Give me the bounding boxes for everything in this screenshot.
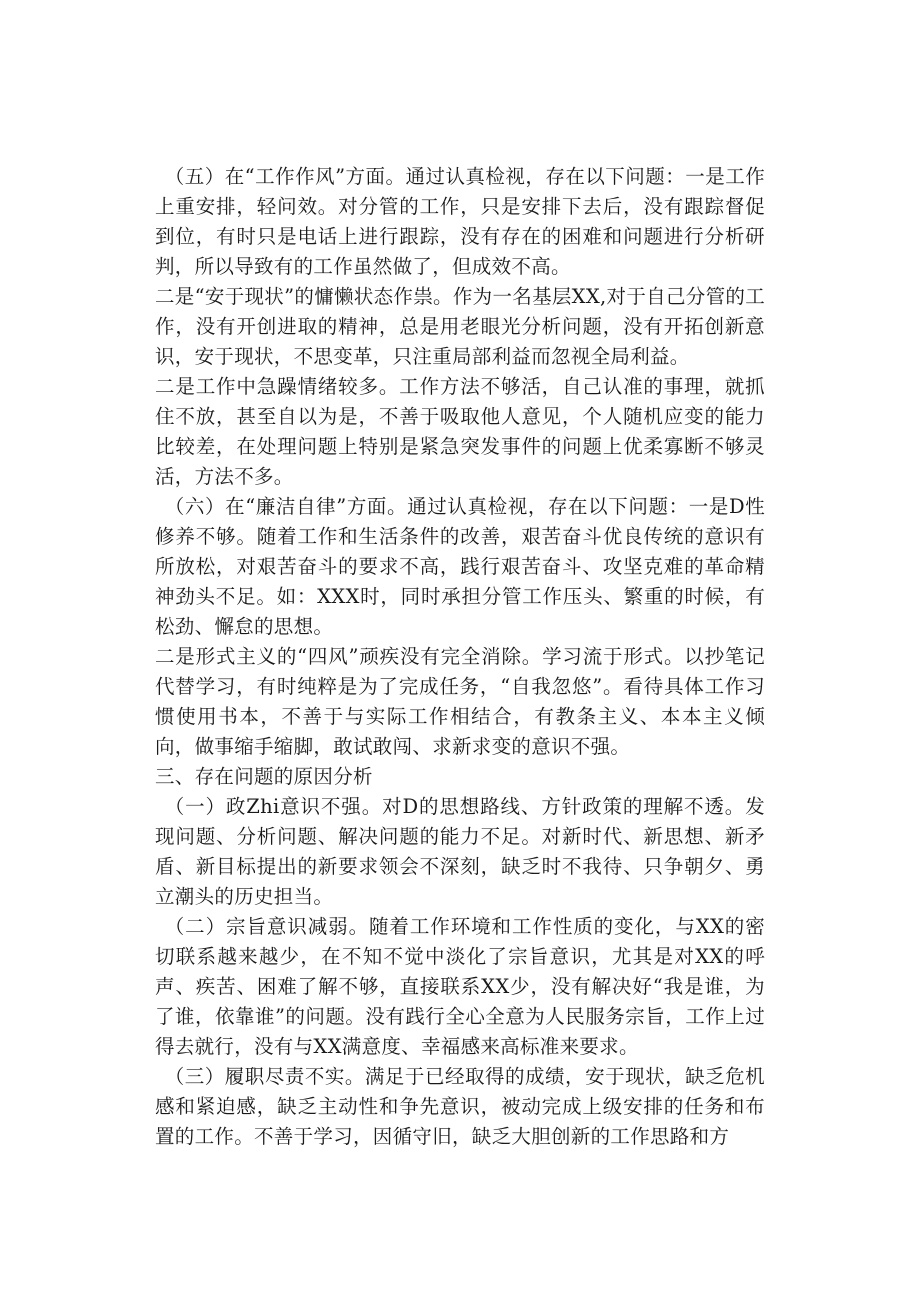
- paragraph-duty-performance: （三）履职尽责不实。满足于已经取得的成绩，安于现状，缺乏危机感和紧迫感，缺乏主动性和争先意识，被动完成上级安排的任务和布置的工作。不善于学习，因循守旧，缺乏大胆创新的工作思路和方: [155, 1065, 765, 1148]
- paragraph-formalism: 二是形式主义的“四风”顽疾没有完全消除。学习流于形式。以抄笔记代替学习，有时纯粹是为了完成任务，“自我忽悠”。看待具体工作习惯使用书本，不善于与实际工作相结合，有教条主义、本本主义倾向，做事缩手缩脚，敢试敢闯、求新求变的意识不强。: [155, 645, 765, 758]
- paragraph-purpose-awareness: （二）宗旨意识减弱。随着工作环境和工作性质的变化，与XX的密切联系越来越少，在不知不觉中淡化了宗旨意识，尤其是对XX的呼声、疾苦、困难了解不够，直接联系XX少，没有解决好“我是谁，为了谁，依靠谁”的问题。没有践行全心全意为人民服务宗旨，工作上过得去就行，没有与XX满意度、幸福感来高标准来要求。: [155, 915, 765, 1058]
- document-body: [155, 162, 765, 1152]
- paragraph-integrity: （六）在“廉洁自律”方面。通过认真检视，存在以下问题：一是D性修养不够。随着工作和生活条件的改善，艰苦奋斗优良传统的意识有所放松，对艰苦奋斗的要求不高，践行艰苦奋斗、攻坚克难的革命精神劲头不足。如：XXX时，同时承担分管工作压头、繁重的时候，有松劲、懈怠的思想。: [155, 495, 765, 638]
- paragraph-impatience: 二是工作中急躁情绪较多。工作方法不够活，自己认准的事理，就抓住不放，甚至自以为是，不善于吸取他人意见，个人随机应变的能力比较差，在处理问题上特别是紧急突发事件的问题上优柔寡断不够灵活，方法不多。: [155, 375, 765, 488]
- paragraph-work-style: （五）在“工作作风”方面。通过认真检视，存在以下问题：一是工作上重安排，轻问效。对分管的工作，只是安排下去后，没有跟踪督促到位，有时只是电话上进行跟踪，没有存在的困难和问题进行分析研判，所以导致有的工作虽然做了，但成效不高。: [155, 165, 765, 278]
- paragraph-political-awareness: （一）政Zhi意识不强。对D的思想路线、方针政策的理解不透。发现问题、分析问题、解决问题的能力不足。对新时代、新思想、新矛盾、新目标提出的新要求领会不深刻，缺乏时不我待、只争朝夕、勇立潮头的历史担当。: [155, 795, 765, 908]
- paragraph-complacency: 二是“安于现状”的慵懒状态作祟。作为一名基层XX,对于自己分管的工作，没有开创进取的精神，总是用老眼光分析问题，没有开拓创新意识，安于现状，不思变革，只注重局部利益而忽视全局利益。: [155, 285, 765, 368]
- section-heading-cause-analysis: 三、存在问题的原因分析: [155, 765, 373, 788]
